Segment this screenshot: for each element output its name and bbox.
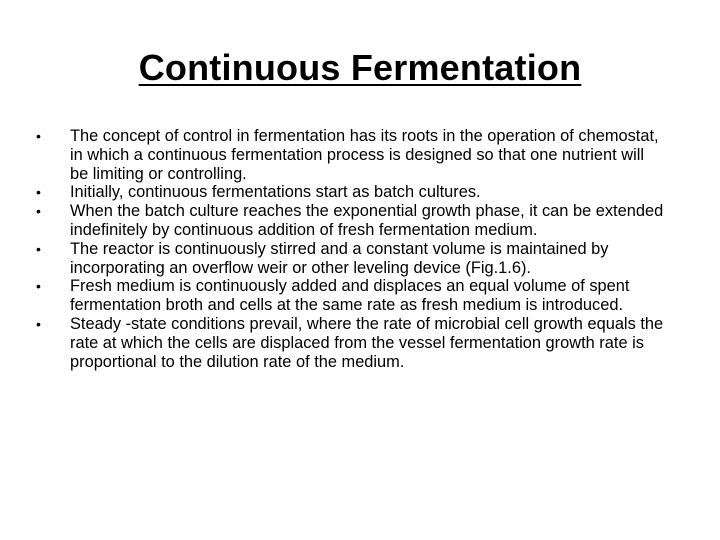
slide-title: Continuous Fermentation bbox=[138, 47, 582, 88]
bullet-item: • Fresh medium is continuously added and displaces an equal volume of spent fermentation broth and cells at the same rate as fresh medium is introduced. bbox=[36, 277, 666, 315]
bullet-item: • The reactor is continuously stirred and a constant volume is maintained by incorporating an overflow weir or other leveling device (Fig.1.6). bbox=[36, 240, 666, 278]
bullet-item: • Initially, continuous fermentations start as batch cultures. bbox=[36, 183, 666, 202]
bullet-list bbox=[36, 127, 666, 371]
bullet-item: • When the batch culture reaches the exponential growth phase, it can be extended indefinitely by continuous addition of fresh fermentation medium. bbox=[36, 202, 666, 240]
bullet-item: • Steady -state conditions prevail, where the rate of microbial cell growth equals the rate at which the cells are displaced from the vessel fermentation growth rate is proportional to the dilution rate of the medium. bbox=[36, 315, 666, 371]
bullet-item: • The concept of control in fermentation has its roots in the operation of chemostat, in which a continuous fermentation process is designed so that one nutrient will be limiting or controlling. bbox=[36, 127, 666, 183]
